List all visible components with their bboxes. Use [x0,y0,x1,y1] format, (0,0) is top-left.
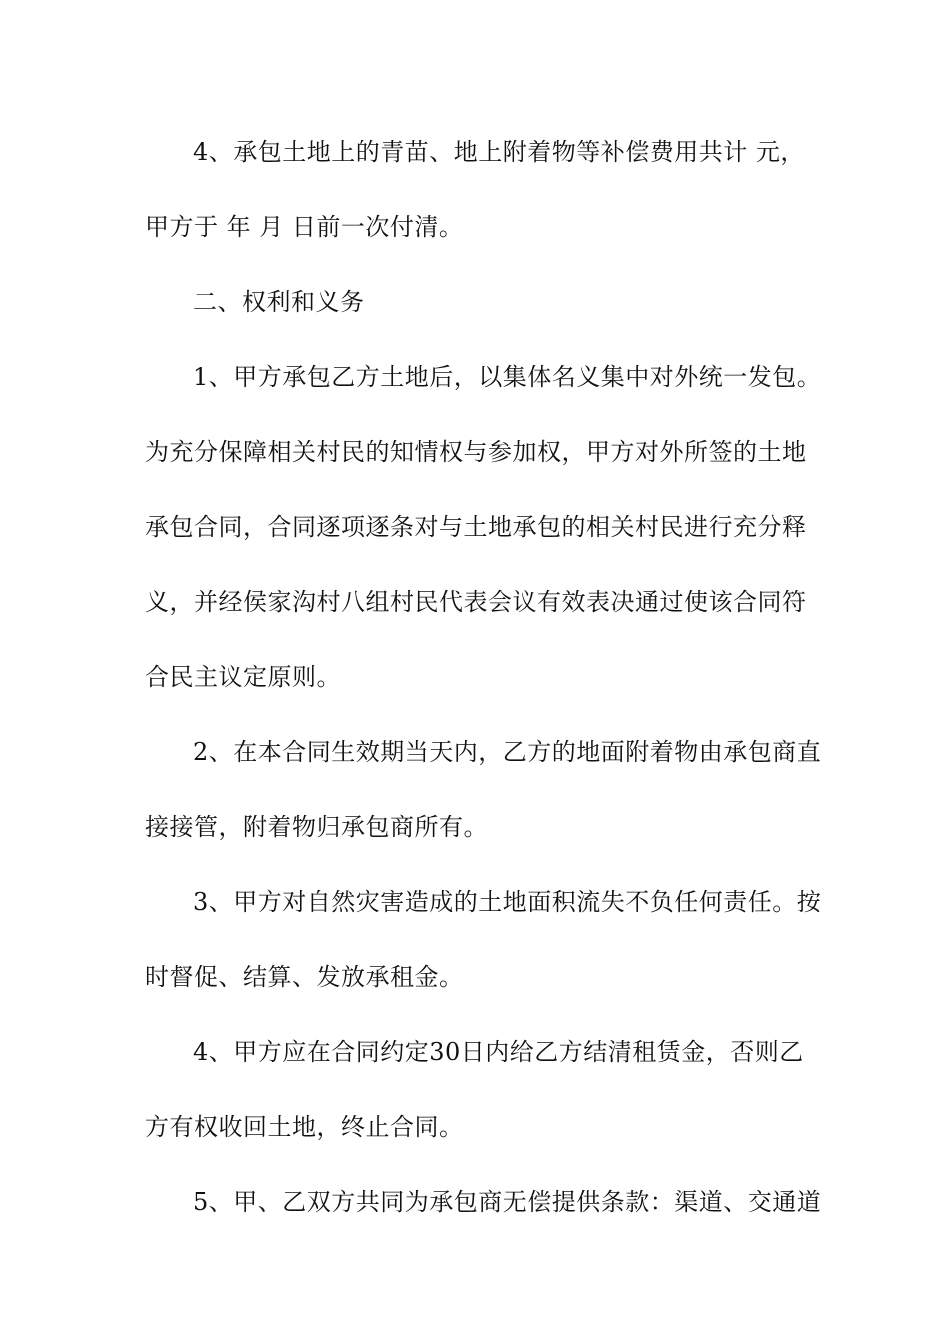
paragraph-line: 5、甲、乙双方共同为承包商无偿提供条款：渠道、交通道 [193,1188,822,1216]
paragraph-line: 为充分保障相关村民的知情权与参加权，甲方对外所签的土地 [145,438,807,466]
paragraph-line: 1、甲方承包乙方土地后，以集体名义集中对外统一发包。 [193,363,822,391]
paragraph-line: 方有权收回土地，终止合同。 [145,1113,464,1141]
paragraph-line: 时督促、结算、发放承租金。 [145,963,464,991]
paragraph-line: 2、在本合同生效期当天内，乙方的地面附着物由承包商直 [193,738,822,766]
paragraph-line: 4、甲方应在合同约定30日内给乙方结清租赁金，否则乙 [193,1038,804,1066]
section-heading: 二、权利和义务 [193,288,365,316]
paragraph-line: 甲方于 年 月 日前一次付清。 [145,213,464,241]
paragraph-line: 义，并经侯家沟村八组村民代表会议有效表决通过使该合同符 [145,588,807,616]
paragraph-line: 承包合同，合同逐项逐条对与土地承包的相关村民进行充分释 [145,513,807,541]
paragraph-line: 3、甲方对自然灾害造成的土地面积流失不负任何责任。按 [193,888,822,916]
paragraph-line: 4、承包土地上的青苗、地上附着物等补偿费用共计 元， [193,138,805,166]
paragraph-line: 合民主议定原则。 [145,663,341,691]
paragraph-line: 接接管，附着物归承包商所有。 [145,813,488,841]
